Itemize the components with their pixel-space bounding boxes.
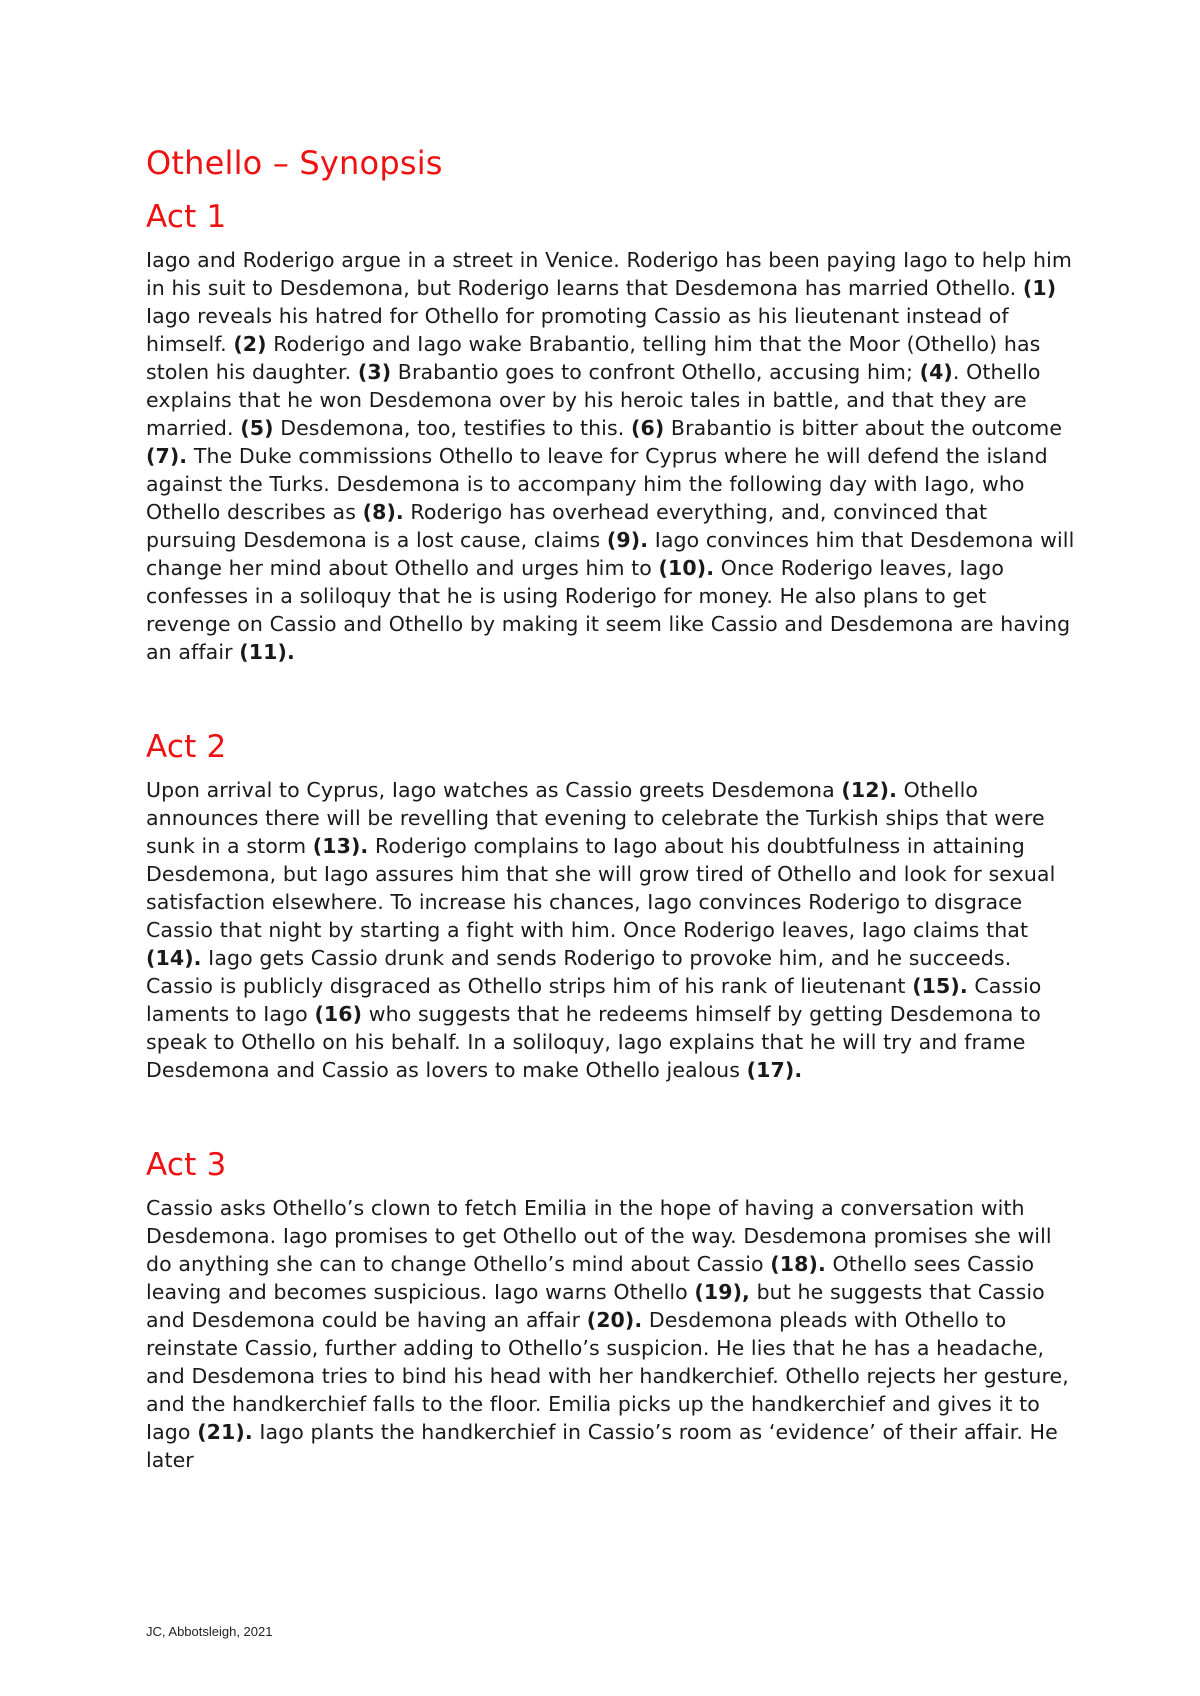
text-run: Once Roderigo leaves, Iago confesses in a soliloquy that he is using Roderigo for money. He also plans to get revenge on Cassio and Othello by making it seem like Cassio and Desdemona are having an affair [146, 556, 1071, 664]
text-run: Iago convinces him that Desdemona will change her mind about Othello and urges him to [146, 528, 1075, 580]
gap-marker: (17). [746, 1058, 803, 1082]
text-run: Iago plants the handkerchief in Cassio’s room as ‘evidence’ of their affair. He later [146, 1420, 1058, 1472]
act-1-section [146, 194, 1076, 666]
act-2-heading: Act 2 [146, 729, 227, 765]
text-run: Iago reveals his hatred for Othello for promoting Cassio as his lieutenant instead of himself. [146, 304, 1009, 356]
text-run: Desdemona, too, testifies to this. [273, 416, 631, 440]
text-run: Brabantio goes to confront Othello, accusing him; [391, 360, 920, 384]
gap-marker: (21). [197, 1420, 253, 1444]
act-1-heading: Act 1 [146, 199, 227, 235]
gap-marker: (3) [357, 360, 392, 384]
gap-marker: (5) [240, 416, 274, 440]
act-3-heading: Act 3 [146, 1147, 227, 1183]
text-run: Cassio asks Othello’s clown to fetch Emilia in the hope of having a conversation with Desdemona. Iago promises to get Othello out of the way. Desdemona promises she will do anything she can to change Othello’s mind about Cassio [146, 1196, 1052, 1276]
gap-marker: (16) [314, 1002, 363, 1026]
text-run: Desdemona pleads with Othello to reinstate Cassio, further adding to Othello’s suspicion. He lies that he has a headache, and Desdemona tries to bind his head with her handkerchief. Othello rejects her gesture, and the handkerchief falls to the floor. Emilia picks up the handkerchief and gives it to Iago [146, 1308, 1069, 1444]
text-run: Brabantio is bitter about the outcome [664, 416, 1063, 440]
act-3-section [146, 1142, 1076, 1474]
gap-marker: (8). [362, 500, 404, 524]
gap-marker: (18). [770, 1252, 826, 1276]
act-2-section [146, 724, 1076, 1084]
gap-marker: (7). [146, 444, 188, 468]
act-1-paragraph [146, 246, 1076, 666]
text-run: who suggests that he redeems himself by getting Desdemona to speak to Othello on his behalf. In a soliloquy, Iago explains that he will try and frame Desdemona and Cassio as lovers to make Othello jealous [146, 1002, 1041, 1082]
text-run: but he suggests that Cassio and Desdemona could be having an affair [146, 1280, 1045, 1332]
text-run: Iago and Roderigo argue in a street in Venice. Roderigo has been paying Iago to help him in his suit to Desdemona, but Roderigo learns that Desdemona has married Othello. [146, 248, 1072, 300]
text-run: The Duke commissions Othello to leave for Cyprus where he will defend the island against the Turks. Desdemona is to accompany him the following day with Iago, who Othello describes as [146, 444, 1048, 524]
text-run: Othello announces there will be revelling that evening to celebrate the Turkish ships that were sunk in a storm [146, 778, 1045, 858]
gap-marker: (20). [586, 1308, 643, 1332]
gap-marker: (15). [912, 974, 968, 998]
gap-marker: (1) [1022, 276, 1057, 300]
gap-marker: (2) [233, 332, 267, 356]
gap-marker: (4) [919, 360, 953, 384]
text-run: Roderigo complains to Iago about his doubtfulness in attaining Desdemona, but Iago assures him that she will grow tired of Othello and look for sexual satisfaction elsewhere. To increase his chances, Iago convinces Roderigo to disgrace Cassio that night by starting a fight with him. Once Roderigo leaves, Iago claims that [146, 834, 1056, 942]
gap-marker: (19), [694, 1280, 750, 1304]
gap-marker: (9). [606, 528, 649, 552]
gap-marker: (14). [146, 946, 202, 970]
gap-marker: (12). [841, 778, 897, 802]
gap-marker: (10). [658, 556, 715, 580]
document-title: Othello – Synopsis [146, 144, 443, 182]
page-footer: JC, Abbotsleigh, 2021 [146, 1624, 273, 1639]
gap-marker: (11). [239, 640, 295, 664]
text-run: Upon arrival to Cyprus, Iago watches as Cassio greets Desdemona [146, 778, 842, 802]
text-run: Cassio laments to Iago [146, 974, 1042, 1026]
text-run: Othello sees Cassio leaving and becomes suspicious. Iago warns Othello [146, 1252, 1035, 1304]
text-run: . Othello explains that he won Desdemona over by his heroic tales in battle, and that they are married. [146, 360, 1041, 440]
document-page [146, 140, 1076, 1474]
gap-marker: (13). [312, 834, 369, 858]
text-run: Roderigo and Iago wake Brabantio, telling him that the Moor (Othello) has stolen his daughter. [146, 332, 1041, 384]
act-2-paragraph [146, 776, 1076, 1084]
text-run: Iago gets Cassio drunk and sends Roderigo to provoke him, and he succeeds. Cassio is publicly disgraced as Othello strips him of his rank of lieutenant [146, 946, 1012, 998]
gap-marker: (6) [631, 416, 665, 440]
act-3-paragraph [146, 1194, 1076, 1474]
text-run: Roderigo has overhead everything, and, convinced that pursuing Desdemona is a lost cause, claims [146, 500, 988, 552]
